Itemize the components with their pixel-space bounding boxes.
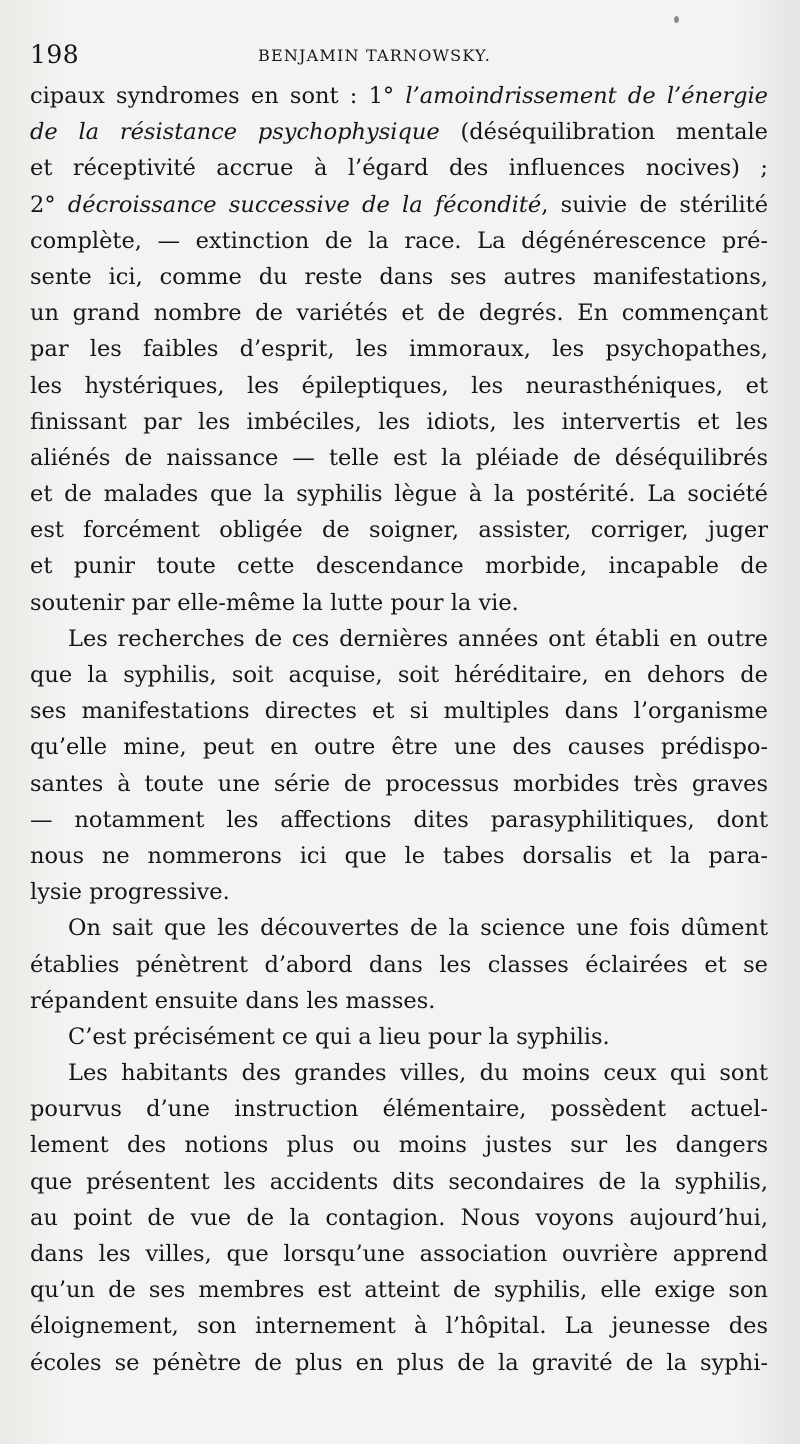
text-run: 2°: [30, 191, 68, 218]
text-line: [30, 114, 768, 150]
text-line: [30, 983, 768, 1019]
text-run: sente ici, comme du reste dans ses autres manifestations,: [30, 263, 768, 290]
page-number: 198: [30, 40, 80, 69]
text-run: écoles se pénètre de plus en plus de la gravité de la syphi-: [30, 1349, 768, 1376]
text-line: [30, 910, 768, 946]
text-run: et réceptivité accrue à l’égard des influences nocives) ;: [30, 155, 768, 182]
text-run: est forcément obligée de soigner, assister, corriger, juger: [30, 517, 768, 544]
text-line: [30, 512, 768, 548]
text-line: [30, 1164, 768, 1200]
text-line: [30, 223, 768, 259]
text-line: [30, 548, 768, 584]
text-line: [30, 187, 768, 223]
text-line: [30, 838, 768, 874]
running-title: BENJAMIN TARNOWSKY.: [258, 46, 492, 65]
italic-run: l’amoindrissement de l’énergie: [405, 83, 768, 109]
italic-run: de la résistance psychophysique: [30, 119, 440, 146]
text-run: et de malades que la syphilis lègue à la postérité. La société: [30, 481, 768, 508]
text-run: aliénés de naissance — telle est la pléiade de déséquilibrés: [30, 444, 768, 471]
text-run: Les recherches de ces dernières années ont établi en outre: [68, 625, 768, 652]
text-run: lysie progressive.: [30, 879, 230, 906]
text-line: [30, 585, 768, 621]
text-line: [30, 331, 768, 367]
text-line: [30, 1019, 768, 1055]
running-head: [30, 38, 770, 72]
text-line: [30, 947, 768, 983]
text-run: que la syphilis, soit acquise, soit héréditaire, en dehors de: [30, 662, 768, 688]
text-line: [30, 1236, 768, 1272]
text-run: répandent ensuite dans les masses.: [30, 987, 436, 1014]
text-run: qu’elle mine, peut en outre être une des causes prédispo-: [30, 734, 768, 761]
text-line: [30, 295, 768, 331]
text-line: [30, 440, 768, 476]
text-line: [30, 766, 768, 802]
text-run: et punir toute cette descendance morbide, incapable de: [30, 553, 768, 580]
text-run: santes à toute une série de processus morbides très graves: [30, 770, 768, 797]
text-line: [30, 1055, 768, 1091]
text-run: ses manifestations directes et si multiples dans l’organisme: [30, 698, 768, 725]
text-line: [30, 1200, 768, 1236]
text-line: [30, 1091, 768, 1127]
text-run: établies pénètrent d’abord dans les classes éclairées et se: [30, 951, 768, 978]
text-line: [30, 1308, 768, 1344]
text-run: par les faibles d’esprit, les immoraux, les psychopathes,: [30, 336, 768, 363]
text-run: cipaux syndromes en sont : 1°: [30, 83, 406, 109]
body-text: [30, 78, 768, 1381]
text-run: que présentent les accidents dits secondaires de la syphilis,: [30, 1168, 768, 1195]
text-line: [30, 259, 768, 295]
text-run: qu’un de ses membres est atteint de syphilis, elle exige son: [30, 1277, 768, 1304]
text-line: [30, 621, 768, 657]
text-run: pourvus d’une instruction élémentaire, possèdent actuel-: [30, 1096, 768, 1123]
text-run: On sait que les découvertes de la science une fois dûment: [68, 915, 768, 942]
text-line: [30, 729, 768, 765]
text-line: [30, 802, 768, 838]
text-run: soutenir par elle-même la lutte pour la vie.: [30, 589, 519, 616]
text-line: [30, 1345, 768, 1381]
text-run: lement des notions plus ou moins justes sur les dangers: [30, 1132, 768, 1159]
text-line: [30, 1272, 768, 1308]
text-line: [30, 78, 768, 114]
text-line: [30, 404, 768, 440]
text-run: nous ne nommerons ici que le tabes dorsalis et la para-: [30, 842, 768, 869]
text-line: [30, 368, 768, 404]
text-run: les hystériques, les épileptiques, les neurasthéniques, et: [30, 372, 768, 399]
text-run: au point de vue de la contagion. Nous voyons aujourd’hui,: [30, 1204, 768, 1231]
italic-run: décroissance successive de la fécondité: [67, 191, 542, 218]
text-run: — notamment les affections dites parasyphilitiques, dont: [30, 806, 768, 833]
text-run: dans les villes, que lorsqu’une association ouvrière apprend: [30, 1241, 768, 1267]
text-line: [30, 693, 768, 729]
text-line: [30, 476, 768, 512]
text-line: [30, 1127, 768, 1163]
text-run: éloignement, son internement à l’hôpital. La jeunesse des: [30, 1313, 768, 1340]
ink-speck: [674, 16, 679, 23]
text-run: Les habitants des grandes villes, du moins ceux qui sont: [68, 1060, 768, 1087]
text-run: C’est précisément ce qui a lieu pour la syphilis.: [68, 1023, 610, 1050]
text-run: finissant par les imbéciles, les idiots, les intervertis et les: [30, 408, 768, 435]
text-line: [30, 657, 768, 693]
text-line: [30, 150, 768, 186]
text-run: complète, — extinction de la race. La dégénérescence pré-: [30, 227, 768, 254]
text-run: un grand nombre de variétés et de degrés. En commençant: [30, 300, 768, 327]
text-run: , suivie de stérilité: [541, 191, 769, 218]
text-run: (déséquilibration mentale: [439, 119, 768, 146]
text-line: [30, 874, 768, 910]
